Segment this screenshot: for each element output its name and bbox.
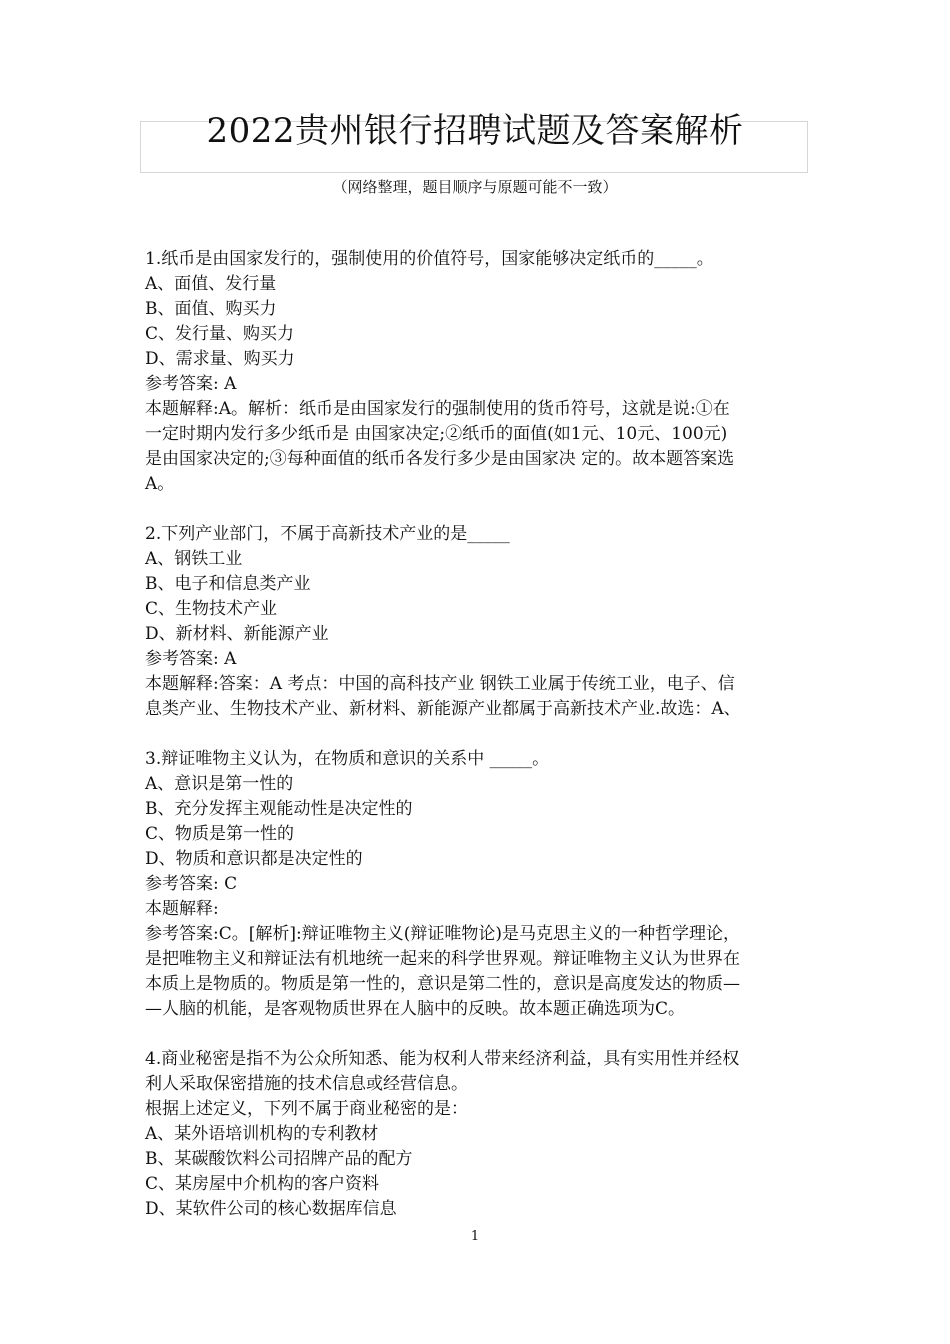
question-text-line: A、钢铁工业 <box>145 549 243 569</box>
question-text-line: D、物质和意识都是决定性的 <box>145 849 363 869</box>
question-separator <box>145 722 809 747</box>
question-text-line: 2.下列产业部门，不属于高新技术产业的是_____ <box>145 524 510 544</box>
question-text-line: 3.辩证唯物主义认为，在物质和意识的关系中 _____。 <box>145 749 550 769</box>
question-text-line: 息类产业、生物技术产业、新材料、新能源产业都属于高新技术产业.故选：A、 <box>145 699 741 719</box>
question-text-line: 参考答案: A <box>145 649 237 669</box>
question-list <box>145 247 809 1222</box>
question-text-line: D、需求量、购买力 <box>145 349 295 369</box>
question-text-line: 本题解释:A。解析：纸币是由国家发行的强制使用的货币符号，这就是说:①在 <box>145 399 730 419</box>
question-text-line: 本题解释:答案：A 考点：中国的高科技产业 钢铁工业属于传统工业，电子、信 <box>145 674 735 694</box>
question-4 <box>145 1047 809 1222</box>
page-number: 1 <box>470 1229 480 1244</box>
question-text-line: D、某软件公司的核心数据库信息 <box>145 1199 397 1219</box>
question-text-line: 是把唯物主义和辩证法有机地统一起来的科学世界观。辩证唯物主义认为世界在 <box>145 949 740 969</box>
question-text-line: C、发行量、购买力 <box>145 324 295 344</box>
question-text-line: 参考答案:C。[解析]:辩证唯物主义(辩证唯物论)是马克思主义的一种哲学理论， <box>145 924 740 944</box>
question-text-line: A、面值、发行量 <box>145 274 277 294</box>
question-text-line: 4.商业秘密是指不为公众所知悉、能为权利人带来经济利益，具有实用性并经权 <box>145 1049 740 1069</box>
question-text-line: B、面值、购买力 <box>145 299 277 319</box>
question-text-line: 是由国家决定的;③每种面值的纸币各发行多少是由国家决 定的。故本题答案选 <box>145 449 735 469</box>
document-title: 2022贵州银行招聘试题及答案解析 <box>206 111 744 151</box>
question-text-line: 一定时期内发行多少纸币是 由国家决定;②纸币的面值(如1元、10元、100元) <box>145 424 728 444</box>
document-subtitle: （网络整理，题目顺序与原题可能不一致） <box>332 178 618 196</box>
question-separator <box>145 497 809 522</box>
question-text-line: A。 <box>145 474 175 494</box>
question-text-line: A、意识是第一性的 <box>145 774 294 794</box>
question-text-line: B、某碳酸饮料公司招牌产品的配方 <box>145 1149 413 1169</box>
question-text-line: A、某外语培训机构的专利教材 <box>145 1124 379 1144</box>
question-text-line: B、充分发挥主观能动性是决定性的 <box>145 799 413 819</box>
question-text-line: 根据上述定义，下列不属于商业秘密的是： <box>145 1099 468 1119</box>
question-text-line: 参考答案: C <box>145 874 238 894</box>
question-separator <box>145 1022 809 1047</box>
question-1 <box>145 247 809 497</box>
question-text-line: 利人采取保密措施的技术信息或经营信息。 <box>145 1074 468 1094</box>
question-text-line: 1.纸币是由国家发行的，强制使用的价值符号，国家能够决定纸币的_____。 <box>145 249 714 269</box>
question-3 <box>145 747 809 1022</box>
question-text-line: 本题解释: <box>145 899 219 919</box>
question-text-line: C、某房屋中介机构的客户资料 <box>145 1174 380 1194</box>
question-text-line: C、生物技术产业 <box>145 599 278 619</box>
question-2 <box>145 522 809 722</box>
question-text-line: 参考答案: A <box>145 374 237 394</box>
question-text-line: 本质上是物质的。物质是第一性的，意识是第二性的，意识是高度发达的物质— <box>145 974 740 994</box>
question-text-line: —人脑的机能，是客观物质世界在人脑中的反映。故本题正确选项为C。 <box>145 999 686 1019</box>
question-text-line: D、新材料、新能源产业 <box>145 624 329 644</box>
question-text-line: C、物质是第一性的 <box>145 824 295 844</box>
question-text-line: B、电子和信息类产业 <box>145 574 311 594</box>
